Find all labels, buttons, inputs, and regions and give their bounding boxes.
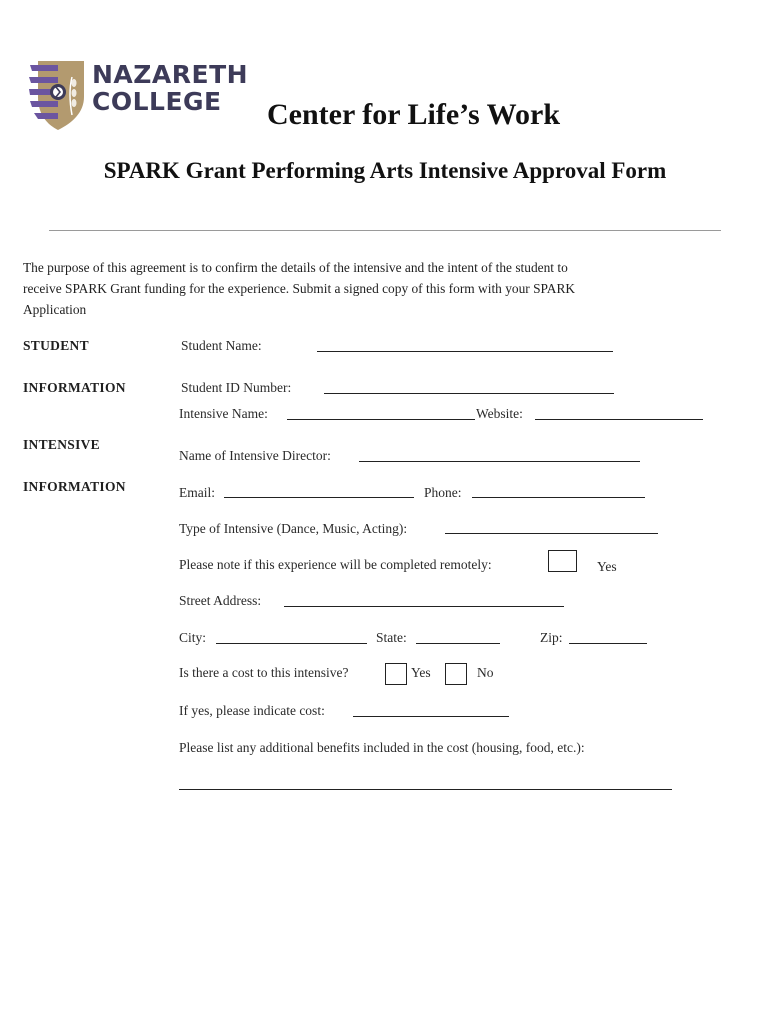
zip-label: Zip:: [540, 630, 563, 645]
logo-text-line2: COLLEGE: [92, 87, 222, 116]
intensive-name-label: Intensive Name:: [179, 406, 268, 421]
cost-yes-label: Yes: [411, 665, 431, 680]
intensive-name-field[interactable]: [287, 419, 475, 420]
student-id-field[interactable]: [324, 393, 614, 394]
intro-line: receive SPARK Grant funding for the experience. Submit a signed copy of this form with your SPARK: [23, 281, 576, 296]
intro-paragraph: [23, 257, 713, 320]
state-label: State:: [376, 630, 407, 645]
email-field[interactable]: [224, 497, 414, 498]
zip-field[interactable]: [569, 643, 647, 644]
email-label: Email:: [179, 485, 215, 500]
benefits-label: Please list any additional benefits included in the cost (housing, food, etc.):: [179, 740, 585, 755]
form-title: SPARK Grant Performing Arts Intensive Approval Form: [103, 158, 667, 183]
intro-line: The purpose of this agreement is to confirm the details of the intensive and the intent of the student to: [23, 260, 568, 275]
intensive-type-field[interactable]: [445, 533, 658, 534]
student-name-label: Student Name:: [181, 338, 262, 353]
shield-icon: [28, 57, 88, 133]
state-field[interactable]: [416, 643, 500, 644]
section-label-student: STUDENT: [23, 338, 89, 353]
section-label-student-information: INFORMATION: [23, 380, 126, 395]
phone-label: Phone:: [424, 485, 462, 500]
cost-yes-checkbox[interactable]: [385, 663, 407, 685]
page-title: Center for Life’s Work: [267, 98, 561, 131]
cost-amount-field[interactable]: [353, 716, 509, 717]
header-divider: [49, 230, 721, 231]
section-label-intensive: INTENSIVE: [23, 437, 100, 452]
website-label: Website:: [476, 406, 523, 421]
cost-amount-label: If yes, please indicate cost:: [179, 703, 325, 718]
section-label-intensive-information: INFORMATION: [23, 479, 126, 494]
street-address-field[interactable]: [284, 606, 564, 607]
city-field[interactable]: [216, 643, 367, 644]
college-logo: [28, 57, 268, 133]
student-name-field[interactable]: [317, 351, 613, 352]
director-field[interactable]: [359, 461, 640, 462]
phone-field[interactable]: [472, 497, 645, 498]
intensive-type-label: Type of Intensive (Dance, Music, Acting):: [179, 521, 408, 536]
director-label: Name of Intensive Director:: [179, 448, 331, 463]
remote-yes-label: Yes: [597, 559, 617, 574]
remote-yes-checkbox[interactable]: [548, 550, 577, 572]
student-id-label: Student ID Number:: [181, 380, 292, 395]
cost-no-checkbox[interactable]: [445, 663, 467, 685]
website-field[interactable]: [535, 419, 703, 420]
cost-question-label: Is there a cost to this intensive?: [179, 665, 349, 680]
cost-no-label: No: [477, 665, 494, 680]
city-label: City:: [179, 630, 207, 645]
remote-label: Please note if this experience will be completed remotely:: [179, 557, 492, 572]
benefits-field[interactable]: [179, 789, 672, 790]
street-address-label: Street Address:: [179, 593, 262, 608]
intro-line: Application: [23, 302, 87, 317]
logo-text-line1: NAZARETH: [92, 60, 249, 89]
